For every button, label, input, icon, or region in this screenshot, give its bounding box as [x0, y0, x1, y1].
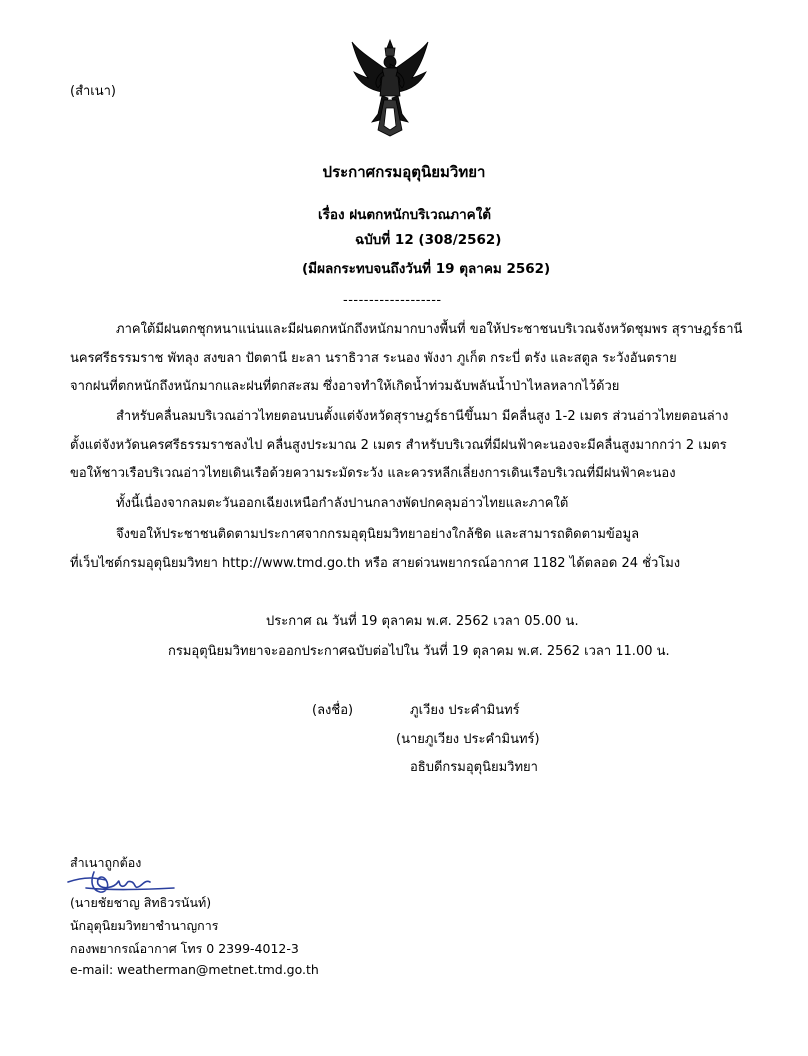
certifier-name: (นายชัยชาญ สิทธิวรนันท์)	[70, 895, 212, 910]
paragraph-line: ขอให้ชาวเรือบริเวณอ่าวไทยเดินเรือด้วยความระมัดระวัง และควรหลีกเลี่ยงการเดินเรือบริเวณที่มีฝนฟ้าคะนอง	[70, 466, 676, 481]
paragraph-line: จากฝนที่ตกหนักถึงหนักมากและฝนที่ตกสะสม ซึ่งอาจทำให้เกิดน้ำท่วมฉับพลันน้ำป่าไหลหลากไว้ด้วย	[70, 379, 620, 394]
separator: -------------------	[343, 293, 442, 308]
certifier-email: e-mail: weatherman@metnet.tmd.go.th	[70, 962, 319, 977]
announcement-effect: (มีผลกระทบจนถึงวันที่ 19 ตุลาคม 2562)	[302, 261, 551, 277]
signature-full-name: (นายภูเวียง ประคำมินทร์)	[396, 732, 540, 747]
announcement-issue: ฉบับที่ 12 (308/2562)	[355, 232, 502, 248]
certification-title: สำเนาถูกต้อง	[70, 855, 142, 870]
paragraph-line: ภาคใต้มีฝนตกชุกหนาแน่นและมีฝนตกหนักถึงหนักมากบางพื้นที่ ขอให้ประชาชนบริเวณจังหวัดชุมพร สุราษฎร์ธานี	[116, 322, 743, 337]
paragraph-follow-up	[70, 521, 750, 578]
paragraph-rain-warning	[70, 316, 750, 402]
paragraph-line: ที่เว็บไซต์กรมอุตุนิยมวิทยา http://www.tmd.go.th หรือ สายด่วนพยากรณ์อากาศ 1182 ได้ตลอด 24 ชั่วโมง	[70, 555, 681, 571]
paragraph-wave-warning	[70, 403, 750, 489]
garuda-emblem	[350, 38, 430, 138]
signature-position: อธิบดีกรมอุตุนิยมวิทยา	[410, 760, 538, 775]
signature-name: ภูเวียง ประคำมินทร์	[410, 703, 520, 718]
paragraph-cause: ทั้งนี้เนื่องจากลมตะวันออกเฉียงเหนือกำลังปานกลางพัดปกคลุมอ่าวไทยและภาคใต้	[116, 496, 569, 511]
announcement-title: ประกาศกรมอุตุนิยมวิทยา	[322, 163, 486, 181]
copy-label: (สำเนา)	[70, 84, 117, 99]
paragraph-line: ตั้งแต่จังหวัดนครศรีธรรมราชลงไป คลื่นสูงประมาณ 2 เมตร สำหรับบริเวณที่มีฝนฟ้าคะนองจะมีคลื่นสูงมากกว่า 2 เมตร	[70, 437, 727, 453]
next-issue-datetime: กรมอุตุนิยมวิทยาจะออกประกาศฉบับต่อไปใน วันที่ 19 ตุลาคม พ.ศ. 2562 เวลา 11.00 น.	[168, 644, 670, 659]
paragraph-line: จึงขอให้ประชาชนติดตามประกาศจากกรมอุตุนิยมวิทยาอย่างใกล้ชิด และสามารถติดตามข้อมูล	[116, 527, 640, 542]
signature-label: (ลงชื่อ)	[312, 703, 354, 718]
announcement-subject: เรื่อง ฝนตกหนักบริเวณภาคใต้	[318, 207, 492, 223]
certifier-division: กองพยากรณ์อากาศ โทร 0 2399-4012-3	[70, 941, 299, 956]
issued-datetime: ประกาศ ณ วันที่ 19 ตุลาคม พ.ศ. 2562 เวลา 05.00 น.	[266, 614, 579, 629]
paragraph-line: สำหรับคลื่นลมบริเวณอ่าวไทยตอนบนตั้งแต่จังหวัดสุราษฎร์ธานีขึ้นมา มีคลื่นสูง 1-2 เมตร ส่วนอ่าวไทยตอนล่าง	[116, 409, 729, 424]
paragraph-line: นครศรีธรรมราช พัทลุง สงขลา ปัตตานี ยะลา นราธิวาส ระนอง พังงา ภูเก็ต กระบี่ ตรัง และสตูล ระวังอันตราย	[70, 350, 677, 366]
certifier-position: นักอุตุนิยมวิทยาชำนาญการ	[70, 918, 219, 933]
